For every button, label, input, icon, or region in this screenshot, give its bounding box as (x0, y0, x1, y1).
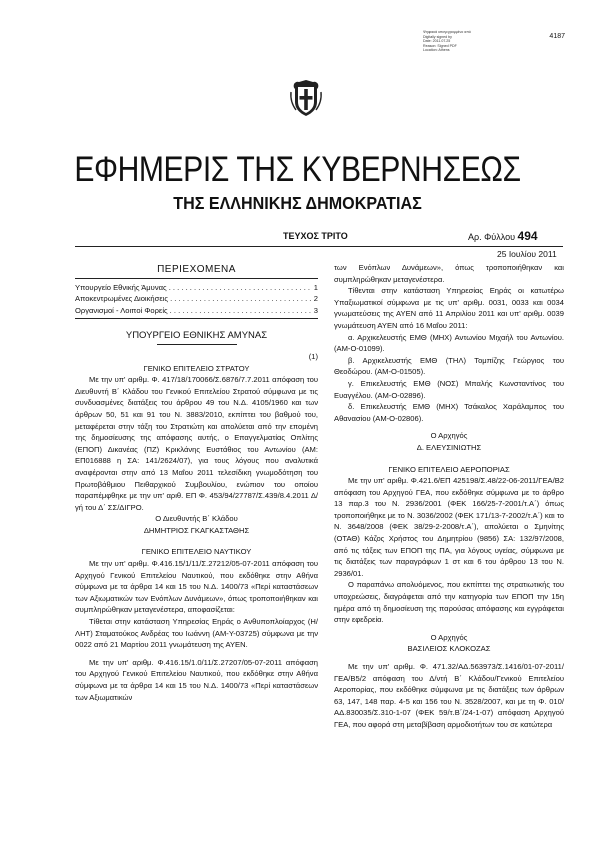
body-paragraph: Με την υπ' αριθμ. Φ.421.6/ΕΠ 425198/Σ.48/22-06-2011/ΓΕΑ/Β2 απόφαση του Αρχηγού ΓΕΑ, που εκδόθηκε σύμφωνα με το άρθρο 13 παρ.3 του Ν. 2936/2001 (ΦΕΚ 166/25-7-2001/τ.Α΄) όπως τροποποιήθηκε με το Ν. 3036/2002 (ΦΕΚ 171/13-7-2002/τ.Α΄) και το Ν. 3648/2008 (ΦΕΚ 38/29-2-2008/τ.Α΄), απολύεται ο Σμηνίτης (ΟΤΑΘ) Κάζος Χρήστος του Δημητρίου (9856) ΣΑ: 132/97/2008, από τις τάξεις των ΕΠΟΠ της ΠΑ, για λόγους υγείας, σύμφωνα με τις διατάξεις των παραγράφων 1 στ και 6 του άρθρου 13 του Ν. 2936/01. (334, 476, 564, 578)
toc-item-page: 3 (313, 305, 318, 315)
toc-item-label: Υπουργείο Εθνικής Άμυνας (75, 282, 167, 292)
ministry-heading: ΥΠΟΥΡΓΕΙΟ ΕΘΝΙΚΗΣ ΑΜΥΝΑΣ (125, 330, 268, 342)
body-paragraph: Με την υπ' αριθμ. Φ. 471.32/ΑΔ.563973/Σ.1416/01-07-2011/ΓΕΑ/Β5/2 απόφαση του Δ/ντή Β΄ Κλάδου/Γενικού Επιτελείου Αεροπορίας, που εκδόθηκε σύμφωνα με τις διατάξεις των άρθρων 63, 147, 148 παρ. 4-5 και 156 του Ν. 3528/2007, και με τη Φ. 010/ΑΔ.830035/Σ.310-1-07 (ΦΕΚ 59/τ.Β΄/24-1-07) απόφαση Αρχηγού ΓΕΑ, που αφορά στη μεταβίβαση αρμοδιοτήτων του σε κατώτερα (334, 662, 564, 729)
toc-dots (169, 282, 312, 294)
body-paragraph: Με την υπ' αριθμ. Φ.416.15/1/11/Σ.27212/05-07-2011 απόφαση του Αρχηγού Γενικού Επιτελείου Ναυτικού, που εκδόθηκε στην Αθήνα σύμφωνα με τα άρθρα 14 και 15 του Ν.Δ. 1400/73 «Περί καταστάσεων των Αξιωματικών των Ενόπλων Δυνάμεων», όπως τροποποιήθηκαν και συμπληρώθηκαν μεταγενέστερα, αποφασίζεται: (75, 559, 318, 615)
body-paragraph: Τίθενται στην κατάσταση Υπηρεσίας Εηράς οι κατωτέρω Υπαξιωματικοί σύμφωνα με τις υπ' αριθμ. 0031, 0033 και 0034 γνωματεύσεις της ΑΥΕΝ από 11 Απριλίου 2011 και υπ' αριθμ. 0039 γνωμάτευση ΑΥΕΝ από 16 Μαΐου 2011: (334, 286, 564, 330)
toc-divider (75, 318, 318, 319)
header-divider (75, 246, 563, 247)
list-item: α. Αρχικελευστής ΕΜΘ (ΜΗΧ) Αντωνίου Μιχαήλ του Αντωνίου. (ΑΜ-Ο-01099). (334, 332, 564, 354)
section-title: ΓΕΝΙΚΟ ΕΠΙΤΕΛΕΙΟ ΑΕΡΟΠΟΡΙΑΣ (388, 464, 510, 474)
body-paragraph: Ο παραπάνω απολυόμενος, που εκπίπτει της στρατιωτικής του υποχρεώσεις, διαγράφεται από την κατηγορία των ΕΠΟΠ την 15η ημέρα από τη δημοσίευση της παρούσας απόφασης και εγγράφεται στην εφεδρεία. (334, 580, 564, 625)
section-title: ΓΕΝΙΚΟ ΕΠΙΤΕΛΕΙΟ ΝΑΥΤΙΚΟΥ (141, 547, 252, 557)
toc-title: ΠΕΡΙΕΧΟΜΕΝΑ (157, 264, 236, 275)
signature-role: Ο Αρχηγός (430, 431, 468, 441)
toc-dots (170, 305, 312, 317)
stamp-line: Ψηφιακά υπογεγραμμένο από (423, 30, 471, 34)
left-column (75, 262, 318, 703)
sheet-number: 494 (517, 229, 538, 243)
issue-type: ΤΕΥΧΟΣ ΤΡΙΤΟ (283, 231, 348, 241)
gazette-subtitle: ΤΗΣ ΕΛΛΗΝΙΚΗΣ ΔΗΜΟΚΡΑΤΙΑΣ (173, 193, 422, 213)
toc-item (75, 305, 318, 317)
toc-item (75, 293, 318, 305)
gazette-title: ΕΦΗΜΕΡΙΣ ΤΗΣ ΚΥΒΕΡΝΗΣΕΩΣ (74, 150, 521, 189)
issue-date: 25 Ιουλίου 2011 (497, 249, 557, 259)
item-number: (1) (308, 351, 318, 361)
toc-dots (170, 293, 312, 305)
stamp-line: Location: Athens (423, 48, 450, 53)
body-paragraph: Με την υπ' αριθμ. Φ.416.15/1.0/11/Σ.27207/05-07-2011 απόφαση του Αρχηγού Γενικού Επιτελείου Ναυτικού, που εκδόθηκε στην Αθήνα σύμφωνα με τα άρθρα 14 και 15 του Ν.Δ. 1400/73 «Περί καταστάσεων των Αξιωματικών (75, 657, 318, 702)
body-paragraph: των Ενόπλων Δυνάμεων», όπως τροποποιήθηκαν και συμπληρώθηκαν μεταγενέστερα. (334, 263, 564, 284)
signature-role: Ο Αρχηγός (430, 632, 468, 642)
stamp-line: Reason: Signed PDF (423, 43, 457, 48)
toc-item-page: 1 (313, 282, 318, 292)
stamp-line: Date: 2011.07.25 (423, 39, 451, 44)
toc-item-label: Οργανισμοί - Λοιποί Φορείς (75, 305, 168, 315)
right-column (334, 262, 564, 731)
coat-of-arms-icon (288, 78, 324, 118)
toc-item (75, 282, 318, 294)
signature-name: Δ. ΕΛΕΥΣΙΝΙΩΤΗΣ (416, 442, 482, 452)
section-title: ΓΕΝΙΚΟ ΕΠΙΤΕΛΕΙΟ ΣΤΡΑΤΟΥ (143, 363, 250, 373)
list-item: δ. Επικελευστής ΕΜΘ (ΜΗΧ) Τσάκαλος Χαράλαμπος του Αθανασίου (ΑΜ-Ο-02806). (334, 402, 564, 423)
signature-name: ΔΗΜΗΤΡΙΟΣ ΓΚΑΓΚΑΣΤΑΘΗΣ (143, 525, 250, 535)
sheet-label: Αρ. Φύλλου (468, 232, 516, 242)
page-number: 4187 (549, 33, 565, 40)
signature-name: ΒΑΣΙΛΕΙΟΣ ΚΛΟΚΟΖΑΣ (407, 644, 491, 654)
list-item: β. Αρχικελευστής ΕΜΘ (ΤΗΛ) Τομπίζης Γεώργιος του Θεοδώρου. (ΑΜ-Ο-01505). (334, 355, 564, 377)
toc-item-label: Αποκεντρωμένες Διοικήσεις (75, 294, 169, 304)
body-paragraph: Τίθεται στην κατάσταση Υπηρεσίας Εηράς ο Ανθυποπλοίαρχος (Η/ΛΗΤ) Σταματούκος Ανδρέας του Ιωάννη (ΑΜ-Υ-03725) σύμφωνα με την 0022 από 21 Μαρτίου 2011 γνωμάτευση της ΑΥΕΝ. (75, 617, 318, 650)
toc-item-page: 2 (313, 294, 318, 304)
body-paragraph: Με την υπ' αριθμ. Φ. 417/18/170066/Σ.6876/7.7.2011 απόφαση του Διευθυντή Β΄ Κλάδου του Γενικού Επιτελείου Στρατού σύμφωνα με τις συνδυασμένες διατάξεις του άρθρου 49 του Ν.Δ. 4105/1960 και των άρθρων 50, 51 και 91 του Ν. 3883/2010, εκπίπτει του βαθμού του, μεταφέρεται στην τάξη του Στρατιώτη και απολύεται από την επομένη της δημοσίευσης της απόφασης αυτής, ο Επαγγελματίας Οπλίτης (ΕΠΟΠ) Δικανέας (ΠΖ) Κρικλάνης Ευστάθιος του Αντωνίου (ΑΜ: ΕΠ016888 η ΣΑ: 141/2624/07), για τους λόγους που αναλυτικά αναφέρονται στην από 13 Μαΐου 2011 τελεσίδικη γνωμοδότηση του Πρωτοβάθμιου Πειθαρχικού Συμβουλίου, ενώπιον του οποίου παραπέμφθηκε με την υπ' αριθ. ΕΠ Φ. 453/94/27787/Σ.439/8.4.2011 Δ/γή του Δ΄ ΣΣ/ΔΙΓΡΟ. (75, 375, 318, 512)
signature-role: Ο Διευθυντής Β΄ Κλάδου (155, 514, 238, 524)
stamp-line: Digitally signed by (423, 34, 452, 39)
digital-signature-stamp (423, 30, 483, 53)
issue-sheet-number (468, 229, 538, 243)
toc-divider (75, 278, 318, 279)
ministry-rule (157, 344, 237, 345)
list-item: γ. Επικελευστής ΕΜΘ (ΝΟΣ) Μπαλής Κωνσταντίνος του Ευαγγέλου. (ΑΜ-Ο-02896). (334, 378, 564, 400)
